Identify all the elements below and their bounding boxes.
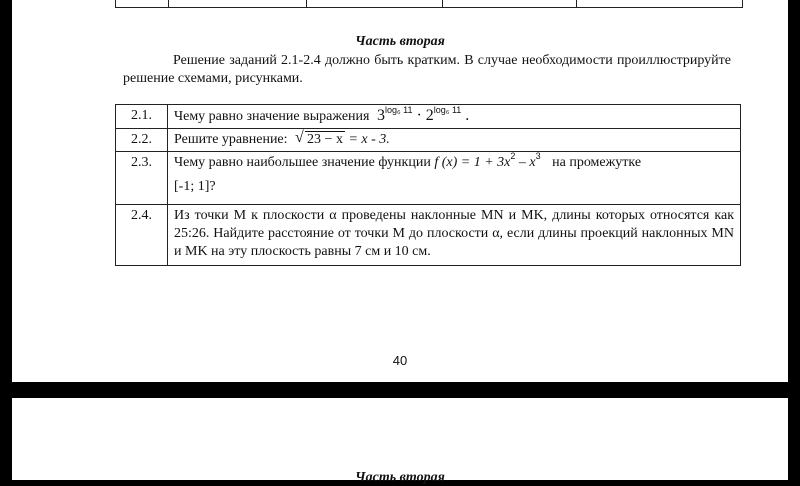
next-document-page: [12, 398, 788, 485]
table-row: [116, 129, 741, 152]
previous-table-bottom: [115, 0, 743, 8]
task-number: 2.1.: [116, 105, 168, 129]
section-title: Часть вторая: [355, 470, 445, 485]
table-row: [116, 105, 741, 129]
tasks-table: [115, 104, 741, 266]
document-page: [12, 0, 788, 382]
table-row: [116, 205, 741, 266]
task-number: 2.2.: [116, 129, 168, 152]
page-number: 40: [392, 353, 408, 368]
instructions-paragraph: Решение заданий 2.1-2.4 должно быть кратким. В случае необходимости проиллюстрируйте решение схемами, рисунками.: [123, 53, 731, 86]
task-number: 2.4.: [116, 205, 168, 266]
task-text: Решите уравнение: √ 23 − x = x - 3.: [168, 129, 741, 152]
table-row: [116, 152, 741, 205]
section-title: Часть вторая: [355, 34, 445, 49]
task-text: Чему равно наибольшее значение функции f $(x) = 1 + 3x^2 - x^3$ на промежутке [-1; 1]?: [168, 152, 741, 205]
task-text: Из точки M к плоскости α проведены наклонные MN и MK, длины которых относятся как 25:26. Найдите расстояние от точки M до плоскости α, если длины проекций наклонных MN и MK на эту плоскость равны 7 см и 10 см.: [168, 205, 741, 266]
task-number: 2.3.: [116, 152, 168, 205]
task-text: Чему равно значение выражения $3^{log_6 11} \cdot 2^{log_6 11}$ .: [168, 105, 741, 129]
square-root: √ 23 − x: [295, 129, 343, 147]
